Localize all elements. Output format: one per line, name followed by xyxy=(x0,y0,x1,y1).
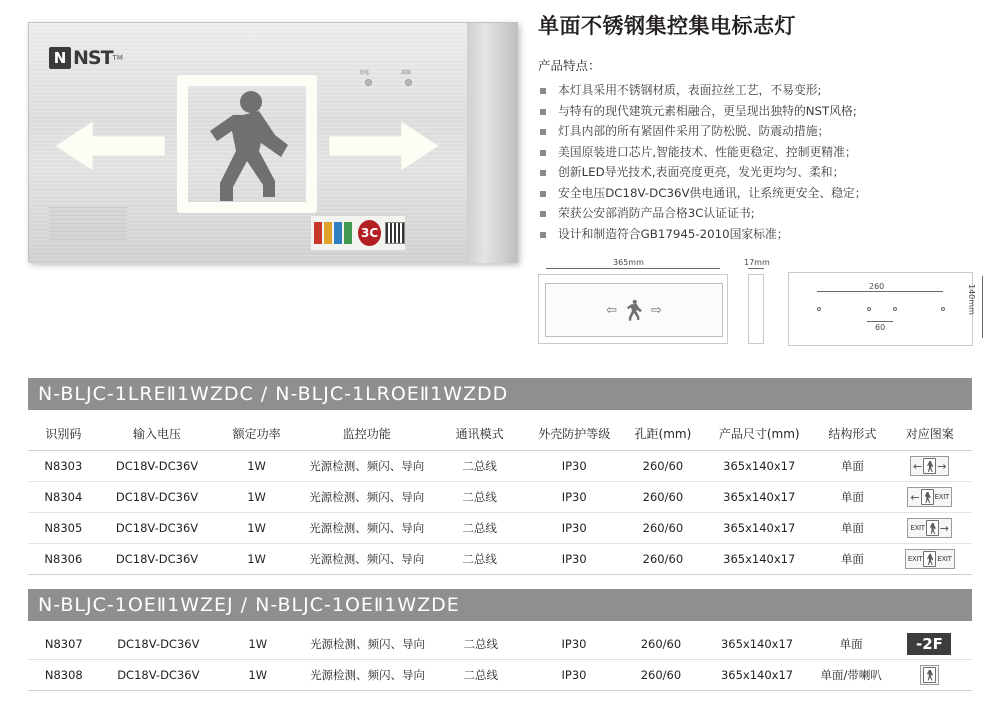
table-row xyxy=(28,544,972,575)
exit-text: EXIT xyxy=(910,524,925,532)
table-row xyxy=(28,660,972,691)
front-view-lamp xyxy=(545,283,723,337)
cell-pitch: 260/60 xyxy=(625,513,701,544)
exit-text-right: EXIT xyxy=(937,555,952,563)
cell-code: N8304 xyxy=(28,482,99,513)
list-item: 与特有的现代建筑元素相融合，更呈现出独特的NST风格; xyxy=(538,101,978,122)
list-item: 荣获公安部消防产品合格3C认证证书; xyxy=(538,203,978,224)
cell-power: 1W xyxy=(217,629,298,660)
col-size: 产品尺寸(mm) xyxy=(701,418,817,451)
col-pitch: 孔距(mm) xyxy=(625,418,701,451)
brand-badge: N xyxy=(49,47,71,69)
arrow-left-icon: ← xyxy=(912,459,923,473)
cell-monitor: 光源检测、频闪、导向 xyxy=(298,482,436,513)
cell-comm: 二总线 xyxy=(436,544,524,575)
cell-power: 1W xyxy=(215,544,298,575)
lamp-side-edge xyxy=(467,23,517,263)
arrow-right-icon: → xyxy=(937,459,947,473)
col-structure: 结构形式 xyxy=(817,418,887,451)
table-row xyxy=(28,513,972,544)
list-item: 灯具内部的所有紧固件采用了防松脱、防震动措施； xyxy=(538,121,978,142)
cell-power: 1W xyxy=(215,451,298,482)
cell-monitor: 光源检测、频闪、导向 xyxy=(298,544,436,575)
mounting-hole xyxy=(893,307,897,311)
table-row xyxy=(28,629,972,660)
pictogram-floor-indicator: -2F xyxy=(907,633,951,655)
pictogram-arrow-man-arrow xyxy=(910,456,949,476)
pictogram-man-only xyxy=(920,665,939,685)
running-man-icon xyxy=(926,520,939,536)
front-view-drawing xyxy=(538,274,728,344)
small-pitch-dim-line xyxy=(867,321,893,322)
cell-voltage: DC18V-DC36V xyxy=(100,660,217,691)
cell-code: N8308 xyxy=(28,660,100,691)
exit-text-left: EXIT xyxy=(907,555,923,563)
charge-indicator-icon xyxy=(365,79,372,86)
cell-ip: IP30 xyxy=(524,513,625,544)
height-dim-label: 140mm xyxy=(967,284,976,315)
cell-code: N8306 xyxy=(28,544,99,575)
ccc-mark-icon: 3C xyxy=(358,220,381,246)
col-power: 额定功率 xyxy=(215,418,298,451)
lamp-body xyxy=(28,22,518,262)
features-list xyxy=(538,80,978,244)
cell-structure: 单面 xyxy=(817,482,887,513)
cell-comm: 二总线 xyxy=(436,482,524,513)
cell-structure: 单面 xyxy=(817,513,887,544)
hole-layout-drawing xyxy=(788,272,973,346)
cell-pitch: 260/60 xyxy=(625,544,701,575)
mini-arrow-right-icon: ⇨ xyxy=(651,302,662,318)
running-man-icon xyxy=(923,551,936,567)
cell-ip: IP30 xyxy=(525,629,623,660)
qr-code-icon xyxy=(385,222,405,244)
brand-logo xyxy=(49,45,135,71)
running-man-icon xyxy=(921,489,934,505)
side-view-drawing xyxy=(748,274,764,344)
list-item: 本灯具采用不锈钢材质，表面拉丝工艺，不易变形; xyxy=(538,80,978,101)
width-dim-label: 365mm xyxy=(610,258,647,267)
mounting-hole xyxy=(817,307,821,311)
cell-ip: IP30 xyxy=(524,544,625,575)
cell-size: 365x140x17 xyxy=(701,513,817,544)
arrow-left-icon xyxy=(55,119,165,173)
cell-pattern xyxy=(887,629,972,660)
exit-text: EXIT xyxy=(934,493,949,501)
list-item: 安全电压DC18V-DC36V供电通讯，让系统更安全、稳定； xyxy=(538,183,978,204)
cell-ip: IP30 xyxy=(525,660,623,691)
running-man-icon xyxy=(923,458,936,474)
pictogram-exit-man-exit xyxy=(905,549,955,569)
col-ip: 外壳防护等级 xyxy=(524,418,625,451)
cell-pitch: 260/60 xyxy=(623,660,699,691)
cell-comm: 二总线 xyxy=(437,660,525,691)
list-item: 创新LED导光技术,表面亮度更亮，发光更均匀、柔和； xyxy=(538,162,978,183)
cell-voltage: DC18V-DC36V xyxy=(100,629,217,660)
cell-code: N8305 xyxy=(28,513,99,544)
cell-power: 1W xyxy=(217,660,298,691)
cell-structure: 单面 xyxy=(817,544,887,575)
brand-tm: TM xyxy=(112,54,123,62)
spec-table-2 xyxy=(28,629,972,691)
cell-power: 1W xyxy=(215,513,298,544)
cell-size: 365x140x17 xyxy=(701,544,817,575)
cell-pattern xyxy=(887,451,972,482)
cell-structure: 单面/带喇叭 xyxy=(815,660,887,691)
spec-print-block xyxy=(49,207,127,241)
model-header-1: N-BLJC-1LREⅡ1WZDC / N-BLJC-1LROEⅡ1WZDD xyxy=(28,378,972,410)
lamp-face xyxy=(29,23,469,263)
table-row xyxy=(28,482,972,513)
cell-power: 1W xyxy=(215,482,298,513)
table-row xyxy=(28,451,972,482)
cell-voltage: DC18V-DC36V xyxy=(99,544,216,575)
color-bars-icon xyxy=(314,222,354,244)
cell-monitor: 光源检测、频闪、导向 xyxy=(298,629,436,660)
col-comm: 通讯模式 xyxy=(436,418,524,451)
cell-monitor: 光源检测、频闪、导向 xyxy=(298,660,436,691)
fault-indicator-label: 故障 xyxy=(401,70,412,76)
cell-code: N8303 xyxy=(28,451,99,482)
col-code: 识别码 xyxy=(28,418,99,451)
table-header-row xyxy=(28,418,972,451)
mounting-hole xyxy=(867,307,871,311)
height-dim-line xyxy=(982,276,983,338)
cell-size: 365x140x17 xyxy=(699,629,816,660)
cell-comm: 二总线 xyxy=(436,513,524,544)
list-item: 设计和制造符合GB17945-2010国家标准； xyxy=(538,224,978,245)
cell-pattern xyxy=(887,660,972,691)
col-monitor: 监控功能 xyxy=(298,418,436,451)
spec-table-1 xyxy=(28,418,972,575)
cell-size: 365x140x17 xyxy=(701,451,817,482)
cell-pitch: 260/60 xyxy=(625,451,701,482)
charge-indicator-label: 充电 xyxy=(359,70,370,76)
cell-pattern xyxy=(887,544,972,575)
cell-code: N8307 xyxy=(28,629,100,660)
certification-label xyxy=(310,215,406,251)
mini-running-man-icon xyxy=(623,295,645,325)
fault-indicator-icon xyxy=(405,79,412,86)
cell-voltage: DC18V-DC36V xyxy=(99,451,216,482)
model-header-2: N-BLJC-1OEⅡ1WZEJ / N-BLJC-1OEⅡ1WZDE xyxy=(28,589,972,621)
pictogram-exit-man-arrow xyxy=(907,518,952,538)
mounting-hole xyxy=(941,307,945,311)
brand-name: NST xyxy=(73,47,113,69)
cell-pitch: 260/60 xyxy=(623,629,699,660)
running-man-icon xyxy=(923,667,936,683)
cell-monitor: 光源检测、频闪、导向 xyxy=(298,451,436,482)
thickness-dim-line xyxy=(748,268,764,269)
arrow-right-icon xyxy=(329,119,439,173)
features-label: 产品特点： xyxy=(538,58,601,73)
pitch-dim-label: 260 xyxy=(869,282,885,291)
cell-structure: 单面 xyxy=(815,629,887,660)
cell-monitor: 光源检测、频闪、导向 xyxy=(298,513,436,544)
cell-comm: 二总线 xyxy=(436,451,524,482)
product-photo xyxy=(28,22,518,262)
cell-comm: 二总线 xyxy=(437,629,525,660)
pitch-dim-line xyxy=(817,291,943,292)
cell-pattern xyxy=(887,482,972,513)
page-title: 单面不锈钢集控集电标志灯 xyxy=(538,14,796,38)
cell-pattern xyxy=(887,513,972,544)
cell-size: 365x140x17 xyxy=(701,482,817,513)
list-item: 美国原装进口芯片,智能技术、性能更稳定、控制更精准； xyxy=(538,142,978,163)
cell-size: 365x140x17 xyxy=(699,660,816,691)
cell-ip: IP30 xyxy=(524,451,625,482)
cell-voltage: DC18V-DC36V xyxy=(99,513,216,544)
running-man-icon xyxy=(189,85,305,205)
cell-structure: 单面 xyxy=(817,451,887,482)
cell-ip: IP30 xyxy=(524,482,625,513)
cell-voltage: DC18V-DC36V xyxy=(99,482,216,513)
thickness-dim-label: 17mm xyxy=(744,258,770,267)
col-voltage: 输入电压 xyxy=(99,418,216,451)
col-pattern: 对应图案 xyxy=(887,418,972,451)
pictogram-arrow-man-exit xyxy=(907,487,952,507)
arrow-left-icon: ← xyxy=(910,490,920,504)
product-info xyxy=(538,10,978,244)
dimension-drawings xyxy=(538,258,988,358)
small-pitch-dim-label: 60 xyxy=(875,323,886,332)
arrow-right-icon: → xyxy=(939,521,949,535)
width-dim-line xyxy=(546,268,720,269)
cell-pitch: 260/60 xyxy=(625,482,701,513)
mini-arrow-left-icon: ⇦ xyxy=(606,302,617,318)
